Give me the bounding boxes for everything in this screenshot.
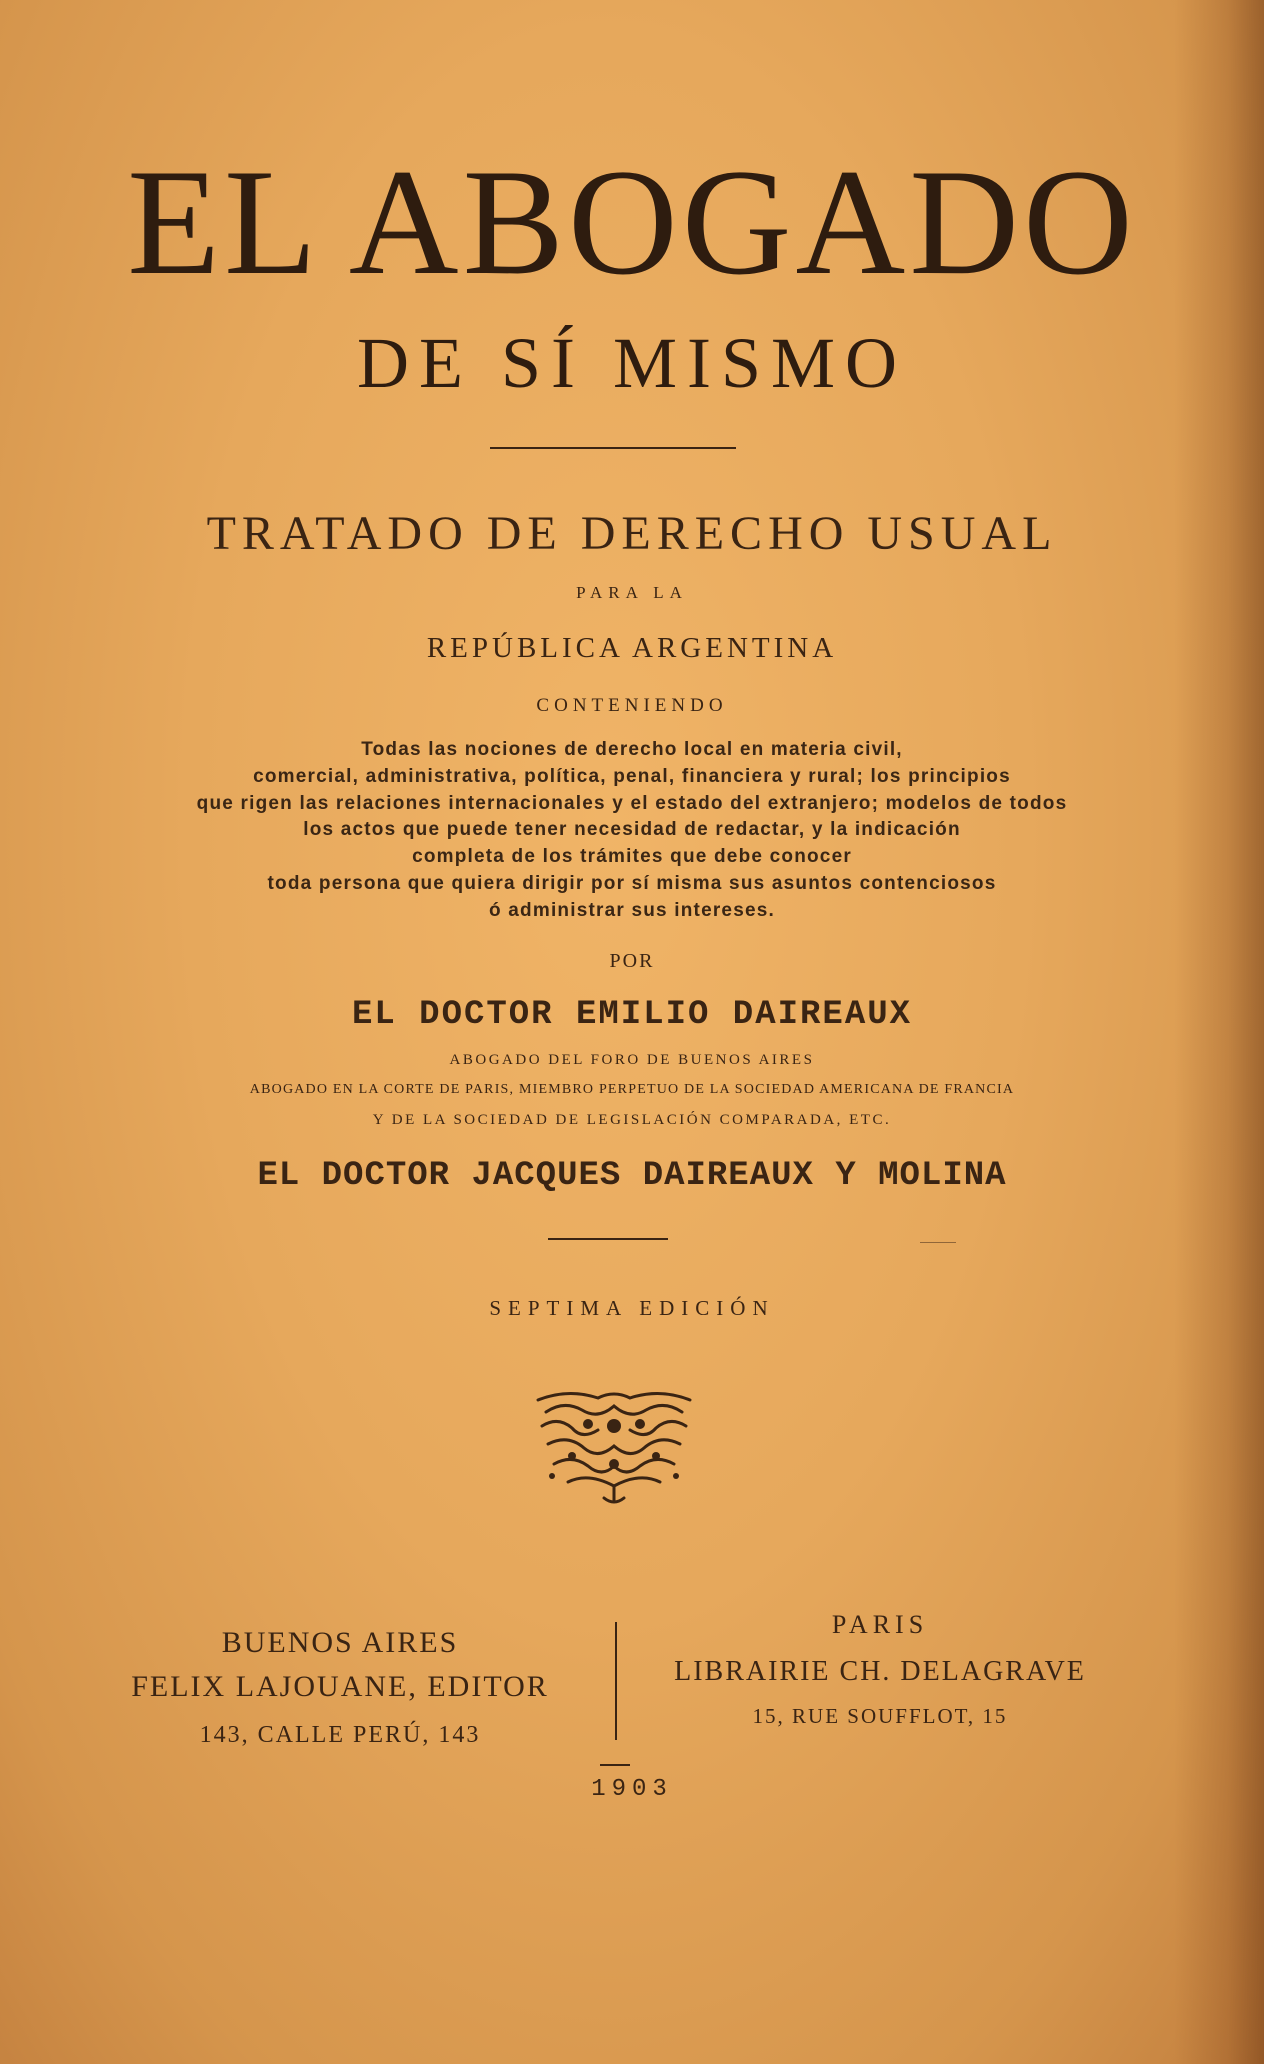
description-line: toda persona que quiera dirigir por sí misma sus asuntos contenciosos bbox=[267, 872, 997, 894]
description-line: Todas las nociones de derecho local en materia civil, bbox=[361, 739, 903, 760]
edition-text: SEPTIMA EDICIÓN bbox=[489, 1296, 775, 1320]
description-line: que rigen las relaciones internacionales y el estado del extranjero; modelos de todos bbox=[196, 792, 1068, 814]
year-rule bbox=[600, 1764, 630, 1766]
work-type: TRATADO DE DERECHO USUAL bbox=[206, 507, 1058, 560]
conteniendo-text: CONTENIENDO bbox=[536, 695, 728, 716]
publisher-divider bbox=[615, 1622, 617, 1740]
description-line: comercial, administrativa, política, penal, financiera y rural; los principios bbox=[253, 765, 1011, 787]
publication-year: 1903 bbox=[591, 1776, 673, 1803]
por-text: POR bbox=[609, 950, 655, 972]
country-name: REPÚBLICA ARGENTINA bbox=[426, 632, 838, 664]
author-credential: ABOGADO EN LA CORTE DE PARIS, MIEMBRO PERPETUO DE LA SOCIEDAD AMERICANA DE FRANCIA bbox=[249, 1082, 1015, 1097]
publisher-right-name: LIBRAIRIE CH. DELAGRAVE bbox=[674, 1656, 1086, 1687]
publisher-left-name: FELIX LAJOUANE, EDITOR bbox=[131, 1670, 549, 1703]
author-primary: EL DOCTOR EMILIO DAIREAUX bbox=[351, 996, 913, 1034]
publisher-right-address: 15, RUE SOUFFLOT, 15 bbox=[752, 1704, 1008, 1728]
author-credential: Y DE LA SOCIEDAD DE LEGISLACIÓN COMPARADA, ETC. bbox=[372, 1112, 892, 1128]
floral-ornament-icon bbox=[528, 1386, 700, 1506]
author-rule-short bbox=[920, 1242, 956, 1243]
author-rule bbox=[548, 1238, 668, 1240]
description-line: completa de los trámites que debe conocer bbox=[412, 846, 852, 868]
description-line: los actos que puede tener necesidad de redactar, y la indicación bbox=[303, 819, 961, 841]
publisher-left-address: 143, CALLE PERÚ, 143 bbox=[199, 1722, 481, 1748]
book-subtitle: DE SÍ MISMO bbox=[356, 323, 908, 403]
publisher-right-city: PARIS bbox=[831, 1610, 929, 1639]
description-line: ó administrar sus intereses. bbox=[489, 899, 775, 921]
publisher-left-city: BUENOS AIRES bbox=[221, 1626, 459, 1659]
author-credential: ABOGADO DEL FORO DE BUENOS AIRES bbox=[449, 1052, 815, 1068]
description-paragraph bbox=[0, 737, 1264, 925]
author-secondary: EL DOCTOR JACQUES DAIREAUX Y MOLINA bbox=[257, 1157, 1007, 1195]
book-title: EL ABOGADO bbox=[127, 138, 1137, 306]
para-la-text: PARA LA bbox=[576, 583, 688, 602]
title-rule bbox=[490, 447, 736, 449]
